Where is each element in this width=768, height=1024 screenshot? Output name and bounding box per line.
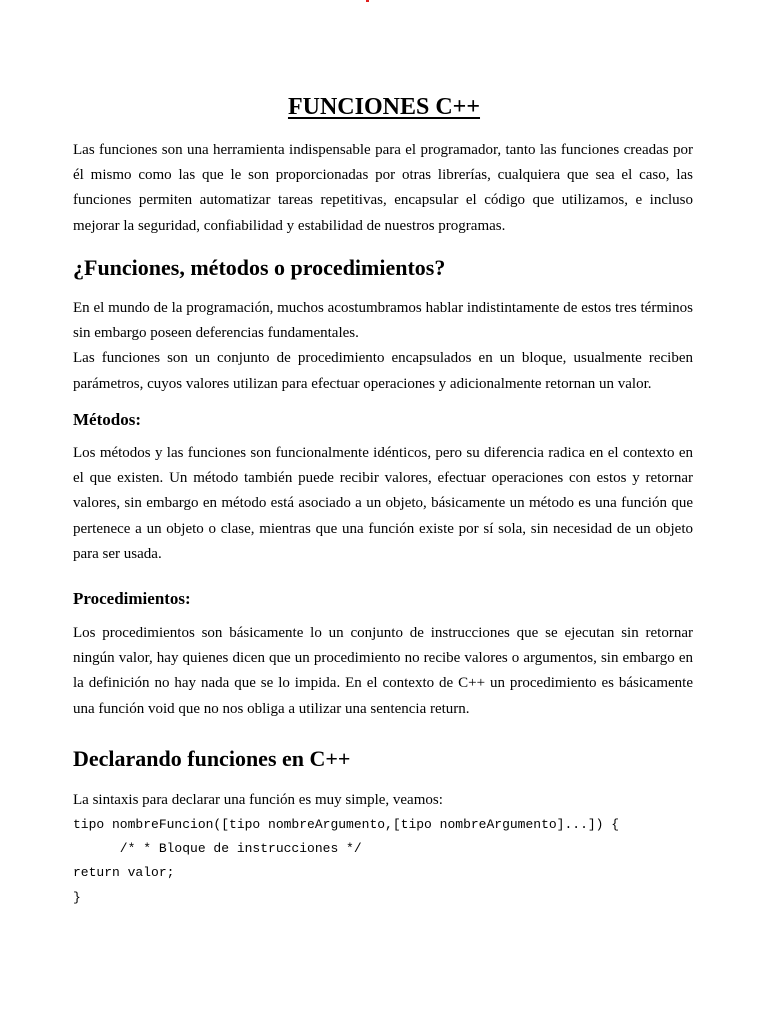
code-line: return valor; [73,865,175,881]
intro-paragraph: Las funciones son una herramienta indispensable para el programador, tanto las funciones creadas por él mismo como las que le son proporcionadas por otras librerías, cualquiera que sea el caso, las funciones permiten automatizar tareas repetitivas, encapsular el código que utilizamos, e incluso mejorar la seguridad, confiabilidad y estabilidad de nuestros programas. [73,142,693,234]
code-line: } [73,889,81,905]
code-block [73,813,733,910]
section-heading-funciones-metodos: ¿Funciones, métodos o procedimientos? [73,255,446,280]
top-red-mark [366,0,369,2]
section1-paragraph-2: Las funciones son un conjunto de procedimiento encapsulados en un bloque, usualmente reciben parámetros, cuyos valores utilizan para efectuar operaciones y adicionalmente retornan un valor. [73,350,693,392]
procedimientos-heading-block [73,587,693,611]
section2-intro: La sintaxis para declarar una función es muy simple, veamos: [73,792,443,808]
procedimientos-paragraph: Los procedimientos son básicamente lo un conjunto de instrucciones que se ejecutan sin retornar ningún valor, hay quienes dicen que un procedimiento no recibe valores o argumentos, sin embargo en la definición no hay nada que se lo impida. En el contexto de C++ un procedimiento es básicamente una función void que no nos obliga a utilizar una sentencia return. [73,625,693,717]
metodos-heading-block [73,408,693,432]
subheading-metodos: Métodos: [73,410,141,429]
metodos-body [73,441,693,567]
subheading-procedimientos: Procedimientos: [73,589,191,608]
intro-paragraph-block [73,138,693,239]
code-line: /* * Bloque de instrucciones */ [73,841,362,857]
code-line: tipo nombreFuncion([tipo nombreArgumento,[tipo nombreArgumento]...]) { [73,817,620,832]
procedimientos-body [73,621,693,722]
document-title: FUNCIONES C++ [287,94,481,120]
section1-body [73,296,693,397]
section1-paragraph-1: En el mundo de la programación, muchos acostumbramos hablar indistintamente de estos tres términos sin embargo poseen deferencias fundamentales. [73,300,693,342]
section2-heading-block [73,745,693,773]
metodos-paragraph: Los métodos y las funciones son funcionalmente idénticos, pero su diferencia radica en el contexto en el que existen. Un método también puede recibir valores, efectuar operaciones con estos y retornar valores, sin embargo en método está asociado a un objeto, básicamente un método es una función que pertenece a un objeto o clase, mientras que una función existe por sí sola, sin necesidad de un objeto para ser usada. [73,445,693,562]
section-heading-declarando: Declarando funciones en C++ [73,746,351,771]
section1-heading-block [73,254,693,282]
section2-intro-block [73,788,693,813]
